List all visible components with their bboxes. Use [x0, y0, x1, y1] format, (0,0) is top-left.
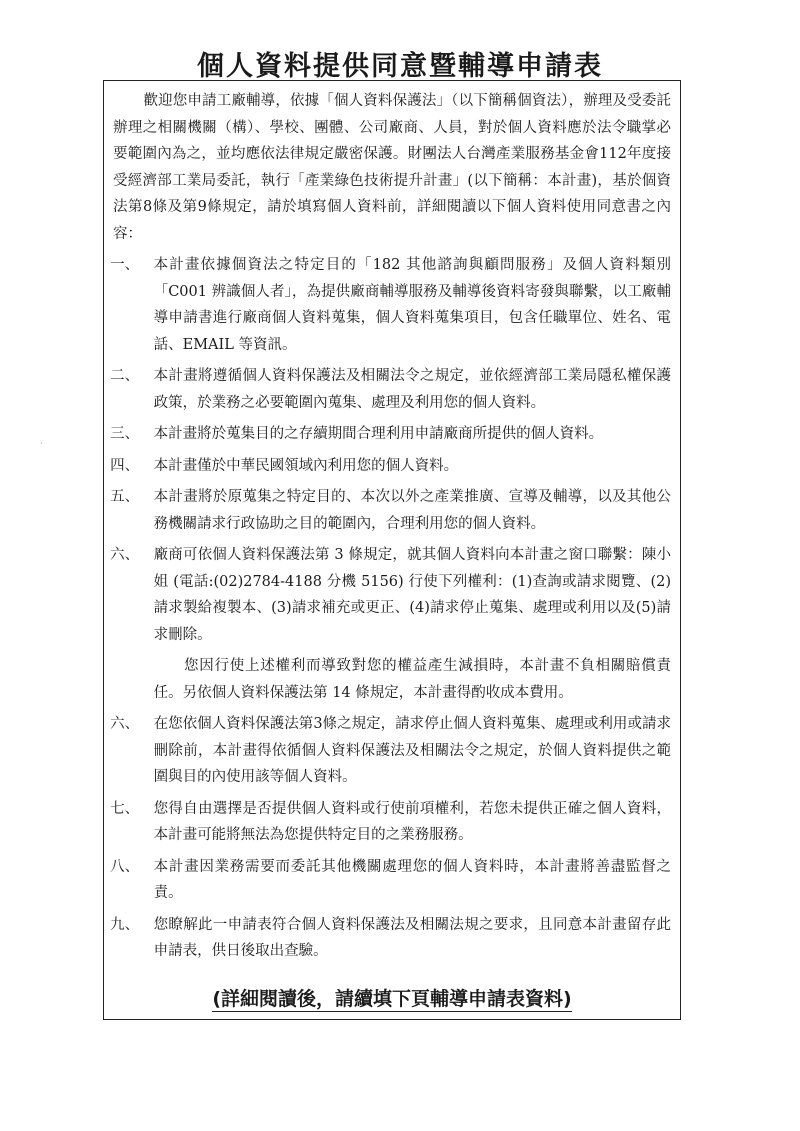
item-text: 您瞭解此一申請表符合個人資料保護法及相關法規之要求，且同意本計畫留存此申請表，供日後取出查驗。 — [153, 916, 671, 959]
list-item — [110, 542, 671, 648]
list-item — [110, 252, 671, 358]
item-text: 本計畫將遵循個人資料保護法及相關法令之規定，並依經濟部工業局隱私權保護政策，於業務之必要範圍內蒐集、處理及利用您的個人資料。 — [153, 368, 671, 411]
list-item — [110, 363, 671, 416]
footer-instruction-text: (詳細閱讀後，請續填下頁輔導申請表資料) — [212, 988, 572, 1010]
item-text: 本計畫因業務需要而委託其他機關處理您的個人資料時，本計畫將善盡監督之責。 — [153, 858, 671, 901]
item-number: 四、 — [110, 457, 140, 474]
item-text: 您得自由選擇是否提供個人資料或行使前項權利，若您未提供正確之個人資料，本計畫可能將無法為您提供特定目的之業務服務。 — [153, 800, 671, 843]
item-text: 本計畫將於原蒐集之特定目的、本次以外之產業推廣、宣導及輔導，以及其他公務機關請求行政協助之目的範圍內，合理利用您的個人資料。 — [153, 489, 671, 532]
item-number: 八、 — [110, 858, 140, 875]
item-number: 三、 — [110, 426, 140, 442]
intro-paragraph: 歡迎您申請工廠輔導，依據「個人資料保護法」（以下簡稱個資法），辦理及受委託辦理之相關機關（構）、學校、團體、公司廠商、人員，對於個人資料應於法令職掌必要範圍內為之，並均應依法律規定嚴密保護。財團法人台灣產業服務基金會112年度接受經濟部工業局委託，執行「產業綠色技術提升計畫」(以下簡稱：本計畫)，基於個資法第8條及第9條規定，請於填寫個人資料前，詳細閱讀以下個人資料使用同意書之內容： — [113, 93, 671, 242]
item-number: 五、 — [110, 489, 140, 505]
item-number: 一、 — [110, 257, 140, 273]
consent-content — [110, 88, 671, 970]
item-text: 本計畫僅於中華民國領域內利用您的個人資料。 — [153, 457, 459, 474]
item-number: 七、 — [110, 800, 140, 817]
item-number: 二、 — [110, 368, 140, 384]
item-number: 六、 — [110, 716, 140, 732]
list-item — [110, 453, 671, 480]
list-item — [110, 711, 671, 791]
item-text: 廠商可依個人資料保護法第 3 條規定，就其個人資料向本計畫之窗口聯繫：陳小姐 (電話:(02)2784-4188 分機 5156) 行使下列權利：(1)查詢或請求閱覽、(2)請求製給複製本、(3)請求補充或更正、(4)請求停止蒐集、處理或利用以及(5)請求刪除。 — [153, 547, 671, 643]
scan-speck: · — [40, 439, 43, 448]
page-title: 個人資料提供同意暨輔導申請表 — [197, 51, 603, 82]
item-number: 六、 — [110, 547, 140, 563]
item-text: 本計畫依據個資法之特定目的「182 其他諮詢與顧問服務」及個人資料類別「C001 辨識個人者」，為提供廠商輔導服務及輔導後資料寄發與聯繫，以工廠輔導申請書進行廠商個人資料蒐集，個人資料蒐集項目，包含任職單位、姓名、電話、EMAIL 等資訊。 — [153, 257, 671, 353]
item-text: 本計畫將於蒐集目的之存續期間合理利用申請廠商所提供的個人資料。 — [153, 426, 604, 442]
item-number: 九、 — [110, 916, 140, 933]
liability-paragraph: 您因行使上述權利而導致對您的權益產生減損時，本計畫不負相關賠償責任。另依個人資料保護法第 14 條規定，本計畫得酌收成本費用。 — [153, 658, 671, 701]
list-item — [110, 421, 671, 448]
list-item — [110, 854, 671, 907]
footer-instruction — [103, 984, 681, 1011]
list-item — [110, 484, 671, 537]
list-item — [110, 912, 671, 965]
list-item — [110, 796, 671, 849]
item-text: 在您依個人資料保護法第3條之規定，請求停止個人資料蒐集、處理或利用或請求刪除前，本計畫得依循個人資料保護法及相關法令之規定，於個人資料提供之範圍與目的內使用該等個人資料。 — [153, 716, 671, 785]
